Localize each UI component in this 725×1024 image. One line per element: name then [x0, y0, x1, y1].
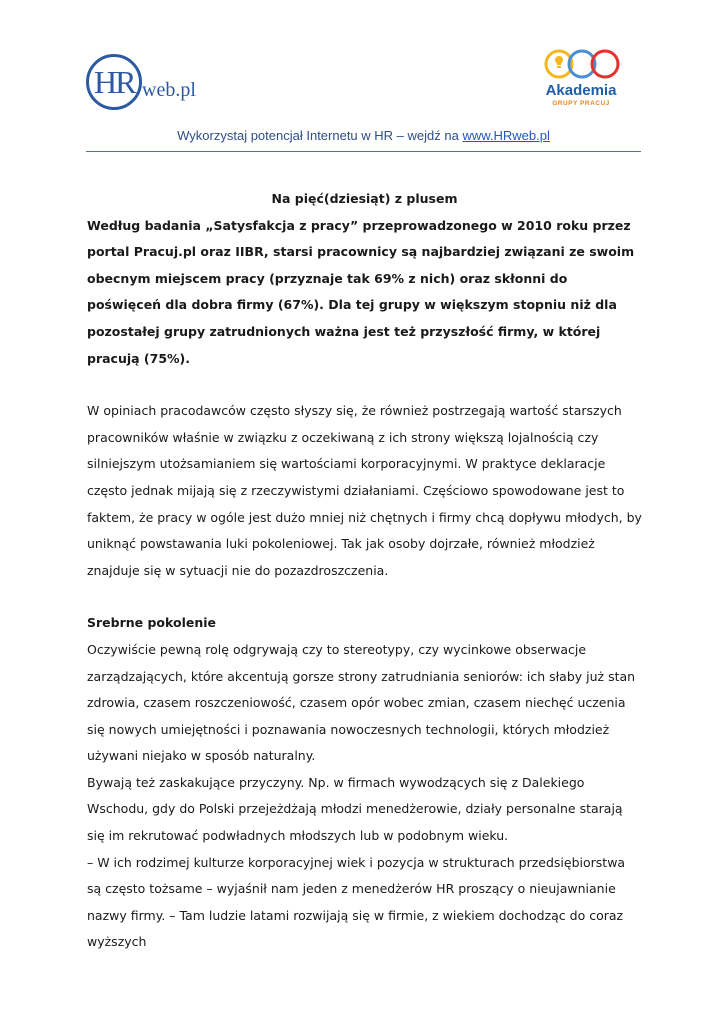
hrweb-link[interactable]: www.HRweb.pl [462, 128, 550, 143]
article-body [87, 186, 642, 956]
article-lead: Według badania „Satysfakcja z pracy” przeprowadzonego w 2010 roku przez portal Pracuj.pl oraz IIBR, starsi pracownicy są najbardziej związani ze swoim obecnym miejscem pracy (przyznaje tak 69% z nich) oraz skłonni do poświęceń dla dobra firmy (67%). Dla tej grupy w większym stopniu niż dla pozostałej grupy zatrudnionych ważna jest też przyszłość firmy, w której pracują (75%). [87, 217, 635, 366]
logo-hr-text: HR [94, 64, 135, 100]
article-paragraph: W opiniach pracodawców często słyszy się, że również postrzegają wartość starszych pracowników właśnie w związku z oczekiwaną z ich strony większą lojalnością czy silniejszym utożsamianiem się wartościami korporacyjnymi. W praktyce deklaracje często jednak mijają się z rzeczywistymi działaniami. Częściowo spowodowane jest to faktem, że pracy w ogóle jest dużo mniej niż chętnych i firmy chcą dopływu młodych, by uniknąć powstawania luki pokoleniowej. Tak jak osoby dojrzałe, również młodzież znajduje się w sytuacji nie do pozazdroszczenia. [87, 403, 642, 578]
tagline-text: Wykorzystaj potencjał Internetu w HR – wejdź na [177, 128, 463, 143]
article-paragraph: Bywają też zaskakujące przyczyny. Np. w firmach wywodzących się z Dalekiego Wschodu, gdy do Polski przejeżdżają młodzi menedżerowie, działy personalne starają się im rekrutować podwładnych młodszych lub w podobnym wieku. [87, 774, 623, 844]
header-tagline [86, 128, 641, 143]
logo-web-text: web.pl [142, 79, 196, 101]
article-paragraph: Oczywiście pewną rolę odgrywają czy to stereotypy, czy wycinkowe obserwacje zarządzających, które akcentują gorsze strony zatrudniania seniorów: ich słaby już stan zdrowia, czasem roszczeniowość, czasem opór wobec zmian, czasem niechęć uczenia się nowych umiejętności i poznawania nowoczesnych technologii, których młodzież używani niejako w sposób naturalny. [87, 641, 636, 764]
akademia-subtitle: GRUPY PRACUJ [552, 100, 610, 107]
article-subheading: Srebrne pokolenie [87, 615, 217, 631]
akademia-rings-icon [544, 48, 620, 82]
hrweb-logo [86, 54, 206, 114]
header-divider [86, 151, 641, 152]
akademia-title: Akademia [545, 82, 617, 99]
article-title: Na pięć(dziesiąt) z plusem [271, 191, 458, 206]
article-paragraph: – W ich rodzimej kulturze korporacyjnej wiek i pozycja w strukturach przedsiębiorstwa są często tożsame – wyjaśnił nam jeden z menedżerów HR proszący o nieujawnianie nazwy firmy. – Tam ludzie latami rozwijają się w firmie, z wiekiem dochodząc do coraz wyższych [87, 854, 626, 950]
akademia-logo [540, 48, 622, 118]
